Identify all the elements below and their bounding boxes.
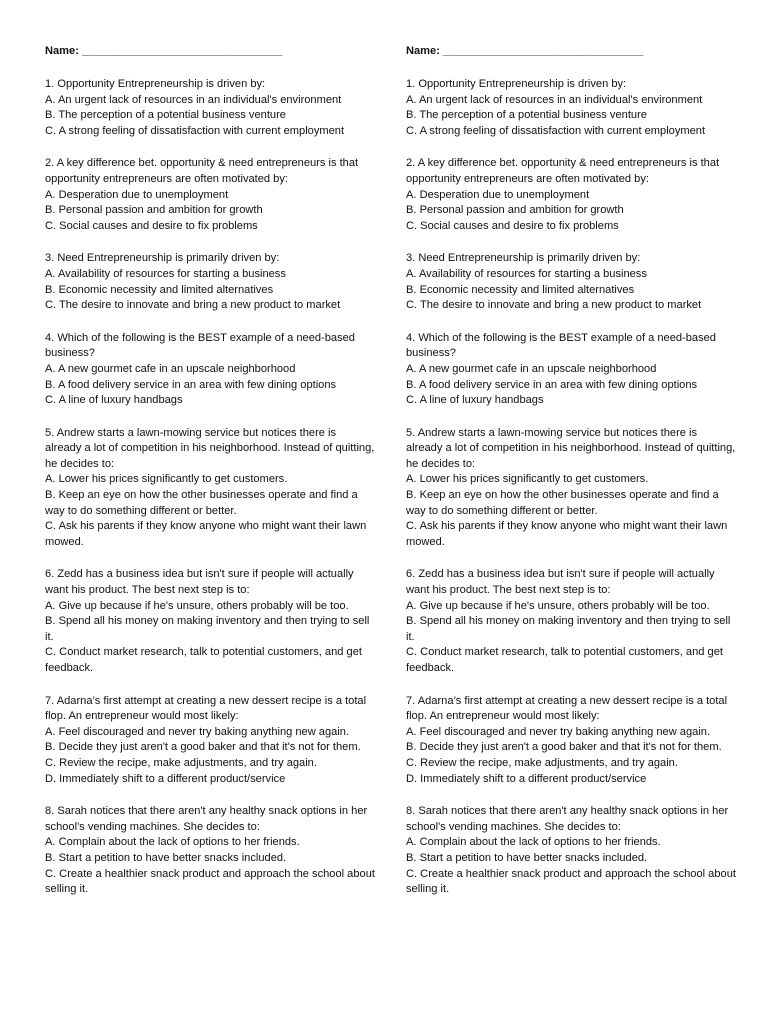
question-3 (406, 251, 736, 313)
question-text: 7. Adarna’s first attempt at creating a new dessert recipe is a total flop. An entrepreneur would most likely: (45, 694, 367, 723)
answer-option: A. Give up because if he's unsure, others probably will be too. (45, 599, 349, 612)
answer-option: C. The desire to innovate and bring a new product to market (45, 299, 341, 312)
answer-option: C. A line of luxury handbags (406, 394, 544, 407)
name-blank-field[interactable]: _______________________________ (82, 45, 283, 57)
answer-option: B. Keep an eye on how the other businesses operate and find a way to do something different or better. (45, 489, 358, 517)
name-label: Name: (45, 45, 79, 57)
answer-option: B. Decide they just aren't a good baker and that it's not for them. (45, 741, 361, 754)
question-7 (406, 694, 736, 788)
question-text: 1. Opportunity Entrepreneurship is driven by: (406, 78, 627, 90)
question-text: 2. A key difference bet. opportunity & need entrepreneurs is that opportunity entrepreneurs are often motivated by: (406, 157, 720, 185)
question-text: 6. Zedd has a business idea but isn't sure if people will actually want his product. The best next step is to: (45, 568, 354, 597)
answer-option: C. Create a healthier snack product and approach the school about selling it. (406, 867, 736, 896)
answer-option: B. Keep an eye on how the other businesses operate and find a way to do something different or better. (406, 489, 719, 517)
answer-option: C. A strong feeling of dissatisfaction with current employment (45, 124, 345, 137)
answer-option: C. Social causes and desire to fix problems (406, 219, 619, 232)
question-1 (406, 77, 736, 139)
answer-option: B. Start a petition to have better snacks included. (45, 851, 287, 864)
answer-option: A. Complain about the lack of options to her friends. (406, 836, 661, 849)
answer-option: C. A strong feeling of dissatisfaction with current employment (406, 124, 706, 137)
answer-option: C. Ask his parents if they know anyone who might want their lawn mowed. (406, 520, 728, 548)
answer-option: B. Start a petition to have better snacks included. (406, 851, 648, 864)
question-8 (45, 804, 375, 898)
answer-option: A. Complain about the lack of options to her friends. (45, 836, 300, 849)
answer-option: A. Availability of resources for starting a business (406, 267, 647, 280)
answer-option: B. The perception of a potential business venture (45, 109, 286, 122)
answer-option: C. The desire to innovate and bring a new product to market (406, 299, 702, 312)
worksheet-copy-left (45, 44, 375, 915)
answer-option: C. Conduct market research, talk to potential customers, and get feedback. (406, 646, 723, 674)
question-4 (45, 331, 375, 409)
answer-option: B. Personal passion and ambition for growth (45, 204, 263, 217)
question-text: 5. Andrew starts a lawn-mowing service but notices there is already a lot of competition in his neighborhood. Instead of quitting, he decides to: (406, 426, 736, 470)
question-4 (406, 331, 736, 409)
answer-option: D. Immediately shift to a different product/service (45, 772, 286, 785)
answer-option: A. Lower his prices significantly to get customers. (406, 473, 649, 486)
question-5 (406, 426, 736, 551)
answer-option: B. Economic necessity and limited alternatives (45, 283, 274, 296)
question-text: 7. Adarna’s first attempt at creating a new dessert recipe is a total flop. An entrepreneur would most likely: (406, 694, 728, 723)
answer-option: B. Spend all his money on making inventory and then trying to sell it. (45, 615, 370, 643)
question-6 (45, 567, 375, 676)
question-text: 8. Sarah notices that there aren't any healthy snack options in her school's vending machines. She decides to: (45, 805, 368, 833)
answer-option: C. Conduct market research, talk to potential customers, and get feedback. (45, 646, 362, 674)
answer-option: D. Immediately shift to a different product/service (406, 772, 647, 785)
answer-option: B. Personal passion and ambition for growth (406, 204, 624, 217)
question-text: 6. Zedd has a business idea but isn't sure if people will actually want his product. The best next step is to: (406, 568, 715, 597)
answer-option: A. Feel discouraged and never try baking anything new again. (45, 725, 350, 738)
name-line (406, 44, 736, 60)
question-6 (406, 567, 736, 676)
answer-option: C. Ask his parents if they know anyone who might want their lawn mowed. (45, 520, 367, 548)
answer-option: B. Spend all his money on making inventory and then trying to sell it. (406, 615, 731, 643)
name-label: Name: (406, 45, 440, 57)
answer-option: A. Feel discouraged and never try baking anything new again. (406, 725, 711, 738)
name-line (45, 44, 375, 60)
question-text: 3. Need Entrepreneurship is primarily driven by: (45, 252, 280, 265)
answer-option: A. An urgent lack of resources in an individual's environment (406, 93, 703, 106)
question-5 (45, 426, 375, 551)
question-text: 4. Which of the following is the BEST example of a need-based business? (406, 331, 716, 360)
answer-option: A. Availability of resources for starting a business (45, 267, 286, 280)
answer-option: A. Desperation due to unemployment (45, 188, 229, 201)
answer-option: B. A food delivery service in an area with few dining options (45, 378, 337, 391)
question-text: 3. Need Entrepreneurship is primarily driven by: (406, 252, 641, 265)
question-1 (45, 77, 375, 139)
name-blank-field[interactable]: _______________________________ (443, 45, 644, 57)
answer-option: A. Give up because if he's unsure, others probably will be too. (406, 599, 710, 612)
answer-option: C. Create a healthier snack product and approach the school about selling it. (45, 867, 375, 896)
question-3 (45, 251, 375, 313)
answer-option: A. Lower his prices significantly to get customers. (45, 473, 288, 486)
answer-option: C. Review the recipe, make adjustments, and try again. (45, 756, 317, 769)
question-7 (45, 694, 375, 788)
question-text: 8. Sarah notices that there aren't any healthy snack options in her school's vending machines. She decides to: (406, 805, 729, 833)
answer-option: B. Economic necessity and limited alternatives (406, 283, 635, 296)
answer-option: A. Desperation due to unemployment (406, 188, 590, 201)
worksheet-copy-right (406, 44, 736, 915)
answer-option: B. The perception of a potential business venture (406, 109, 647, 122)
answer-option: A. An urgent lack of resources in an individual's environment (45, 93, 342, 106)
question-text: 2. A key difference bet. opportunity & need entrepreneurs is that opportunity entrepreneurs are often motivated by: (45, 157, 359, 185)
answer-option: A. A new gourmet cafe in an upscale neighborhood (406, 362, 657, 375)
answer-option: B. Decide they just aren't a good baker and that it's not for them. (406, 741, 722, 754)
answer-option: A. A new gourmet cafe in an upscale neighborhood (45, 362, 296, 375)
question-2 (406, 156, 736, 234)
question-text: 5. Andrew starts a lawn-mowing service but notices there is already a lot of competition in his neighborhood. Instead of quitting, he decides to: (45, 426, 375, 470)
question-2 (45, 156, 375, 234)
answer-option: B. A food delivery service in an area with few dining options (406, 378, 698, 391)
answer-option: C. A line of luxury handbags (45, 394, 183, 407)
answer-option: C. Review the recipe, make adjustments, and try again. (406, 756, 678, 769)
question-text: 1. Opportunity Entrepreneurship is driven by: (45, 78, 266, 90)
answer-option: C. Social causes and desire to fix problems (45, 219, 258, 232)
question-text: 4. Which of the following is the BEST example of a need-based business? (45, 331, 355, 360)
question-8 (406, 804, 736, 898)
